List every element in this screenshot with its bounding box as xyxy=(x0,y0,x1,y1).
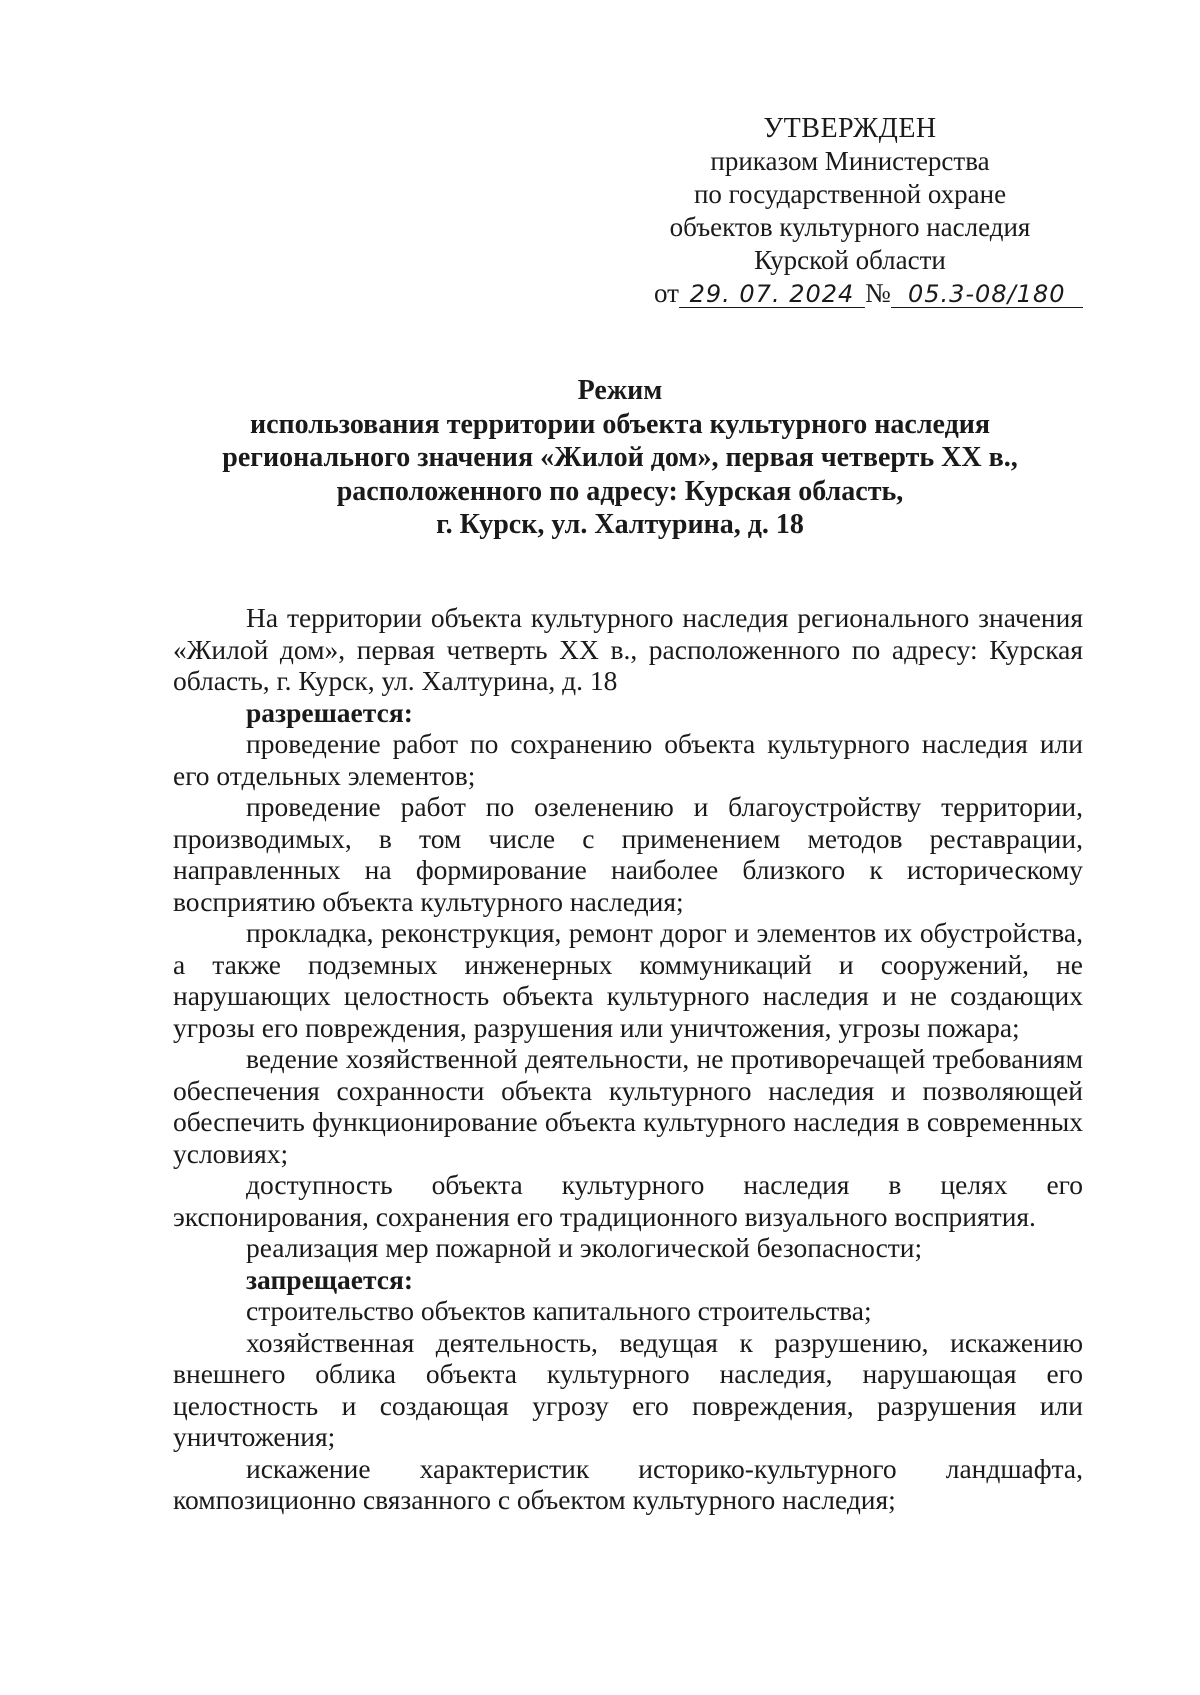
allowed-item: проведение работ по сохранению объекта культурного наследия или его отдельных элементов; xyxy=(173,728,1083,791)
approval-line: по государственной охране xyxy=(693,179,1007,209)
document-title xyxy=(150,374,1090,542)
document-body xyxy=(173,602,1083,1516)
number-prefix: № xyxy=(864,278,891,308)
handwritten-order-number: 05.3-08/180 xyxy=(891,281,1083,308)
intro-paragraph: На территории объекта культурного наследия регионального значения «Жилой дом», первая четверть XX в., расположенного по адресу: Курская область, г. Курск, ул. Халтурина, д. 18 xyxy=(173,602,1083,696)
forbidden-heading: запрещается: xyxy=(246,1263,414,1295)
approval-line: приказом Министерства xyxy=(710,146,990,176)
title-line: расположенного по адресу: Курская область, xyxy=(336,475,904,507)
allowed-heading: разрешается: xyxy=(246,696,413,728)
date-prefix: от xyxy=(654,278,679,308)
approval-line: Курской области xyxy=(754,245,946,275)
approval-block xyxy=(640,112,1066,310)
allowed-item: доступность объекта культурного наследия в целях его экспонирования, сохранения его традиционного визуального восприятия. xyxy=(173,1169,1083,1232)
title-line: Режим xyxy=(577,375,663,406)
allowed-item: прокладка, реконструкция, ремонт дорог и элементов их обустройства, а также подземных инженерных коммуникаций и сооружений, не нарушающих целостность объекта культурного наследия и не создающих угрозы его повреждения, разрушения или уничтожения, угрозы пожара; xyxy=(173,917,1083,1043)
allowed-item: ведение хозяйственной деятельности, не противоречащей требованиям обеспечения сохранности объекта культурного наследия и позволяющей обеспечить функционирование объекта культурного наследия в современных условиях; xyxy=(173,1043,1083,1169)
handwritten-date: 29. 07. 2024 xyxy=(679,281,865,308)
forbidden-item: искажение характеристик историко-культурного ландшафта, композиционно связанного с объектом культурного наследия; xyxy=(173,1452,1083,1515)
order-date-number-line xyxy=(640,277,1066,310)
approval-line: объектов культурного наследия xyxy=(669,212,1031,242)
title-line: использования территории объекта культурного наследия xyxy=(249,408,991,440)
approval-title: УТВЕРЖДЕН xyxy=(763,113,937,144)
title-line: г. Курск, ул. Халтурина, д. 18 xyxy=(436,509,804,540)
forbidden-item: строительство объектов капитального строительства; xyxy=(246,1295,872,1326)
forbidden-item: хозяйственная деятельность, ведущая к разрушению, искажению внешнего облика объекта культурного наследия, нарушающая его целостность и создающая угрозу его повреждения, разрушения или уничтожения; xyxy=(173,1326,1083,1452)
allowed-item: проведение работ по озеленению и благоустройству территории, производимых, в том числе с применением методов реставрации, направленных на формирование наиболее близкого к историческому восприятию объекта культурного наследия; xyxy=(173,791,1083,917)
title-line: регионального значения «Жилой дом», первая четверть XX в., xyxy=(222,442,1018,473)
allowed-item: реализация мер пожарной и экологической безопасности; xyxy=(246,1232,923,1263)
